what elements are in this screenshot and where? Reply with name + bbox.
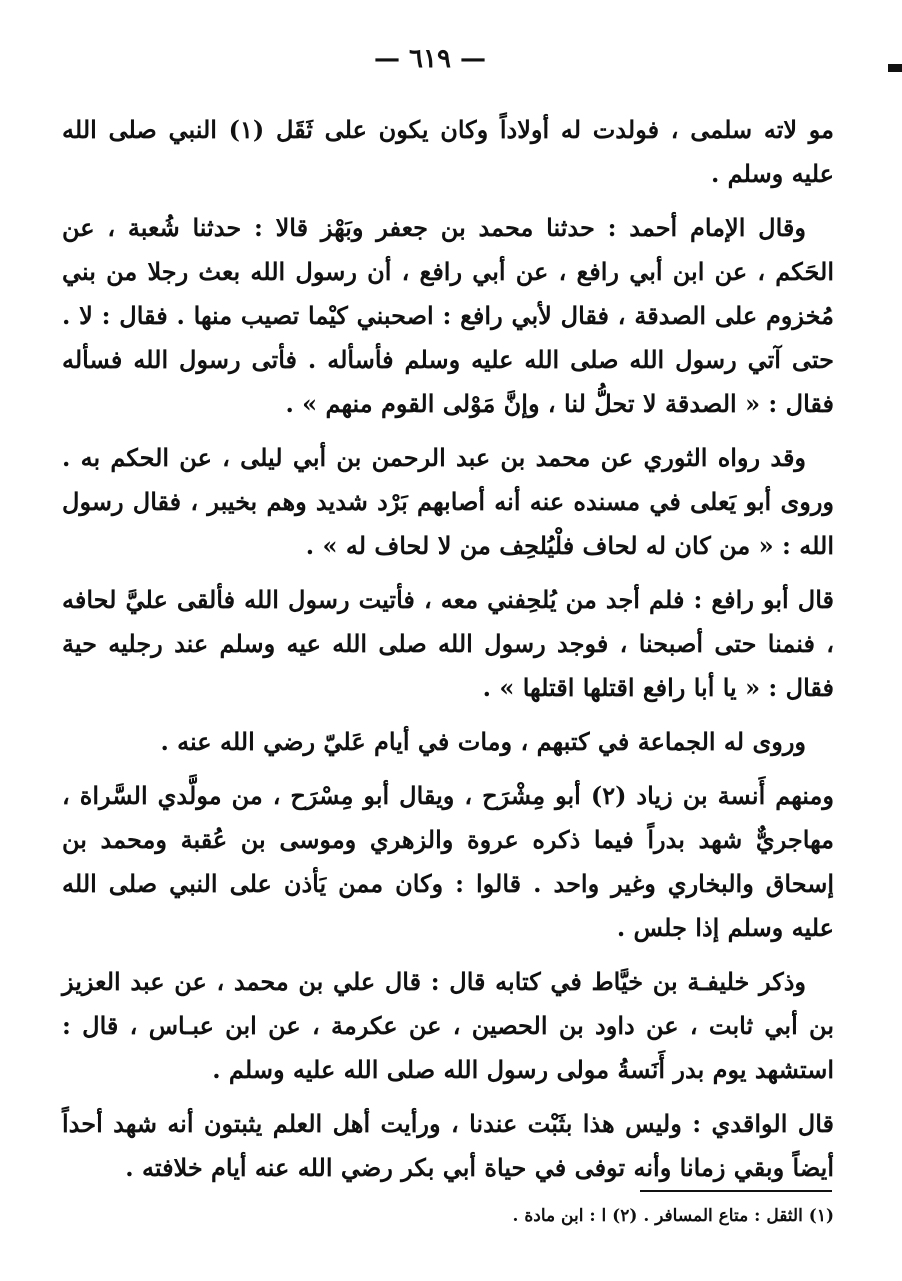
scan-edge-mark bbox=[888, 64, 902, 72]
paragraph: قال أبو رافع : فلم أجد من يُلحِفني معه ، فأتيت رسول الله فألقى عليَّ لحافه ، فنمنا حتى أصبحنا ، فوجد رسول الله صلى الله عيه وسلم عند رجليه حية فقال : « يا أبا رافع اقتلها اقتلها » . bbox=[62, 585, 834, 702]
footnotes: (١) الثقل : متاع المسافر . (٢) ا : ابن مادة . bbox=[512, 1206, 834, 1226]
body-text bbox=[62, 108, 834, 1200]
page-number: — ٦١٩ — bbox=[373, 44, 487, 74]
paragraph: وذكر خليفـة بن خيَّاط في كتابه قال : قال علي بن محمد ، عن عبد العزيز بن أبي ثابت ، عن داود بن الحصين ، عن عكرمة ، عن ابن عبـاس ، قال : استشهد يوم بدر أَنَسةُ مولى رسول الله صلى الله عليه وسلم . bbox=[62, 967, 835, 1084]
paragraph: وقال الإمام أحمد : حدثنا محمد بن جعفر وبَهْز قالا : حدثنا شُعبة ، عن الحَكم ، عن ابن أبي رافع ، عن أبي رافع ، أن رسول الله بعث رجلا من بني مُخزوم على الصدقة ، فقال لأبي رافع : اصحبني كيْما تصيب منها . فقال : لا . حتى آتي رسول الله صلى الله عليه وسلم فأسأله . فأتى رسول الله فسأله فقال : « الصدقة لا تحلُّ لنا ، وإنَّ مَوْلى القوم منهم » . bbox=[62, 213, 834, 418]
paragraph: قال الواقدي : وليس هذا بثَبْت عندنا ، ورأيت أهل العلم يثبتون أنه شهد أحداً أيضاً وبقي زمانا وأنه توفى في حياة أبي بكر رضي الله عنه أيام خلافته . bbox=[62, 1109, 834, 1182]
footnote-divider bbox=[640, 1190, 832, 1192]
paragraph: وقد رواه الثوري عن محمد بن عبد الرحمن بن أبي ليلى ، عن الحكم به . وروى أبو يَعلى في مسنده عنه أنه أصابهم بَرْد شديد وهم بخيبر ، فقال رسول الله : « من كان له لحاف فلْيُلحِف من لا لحاف له » . bbox=[62, 443, 834, 560]
paragraph: مو لاته سلمى ، فولدت له أولاداً وكان يكون على ثَقَل (١) النبي صلى الله عليه وسلم . bbox=[62, 115, 835, 188]
paragraph: ومنهم أَنسة بن زياد (٢) أبو مِشْرَح ، ويقال أبو مِسْرَح ، من مولَّدي السَّراة ، مهاجريٌّ شهد بدراً فيما ذكره عروة والزهري وموسى بن عُقبة ومحمد بن إسحاق والبخاري وغير واحد . قالوا : وكان ممن يَأذن على النبي صلى الله عليه وسلم إذا جلس . bbox=[62, 781, 834, 942]
paragraph: وروى له الجماعة في كتبهم ، ومات في أيام عَليّ رضي الله عنه . bbox=[160, 727, 806, 756]
